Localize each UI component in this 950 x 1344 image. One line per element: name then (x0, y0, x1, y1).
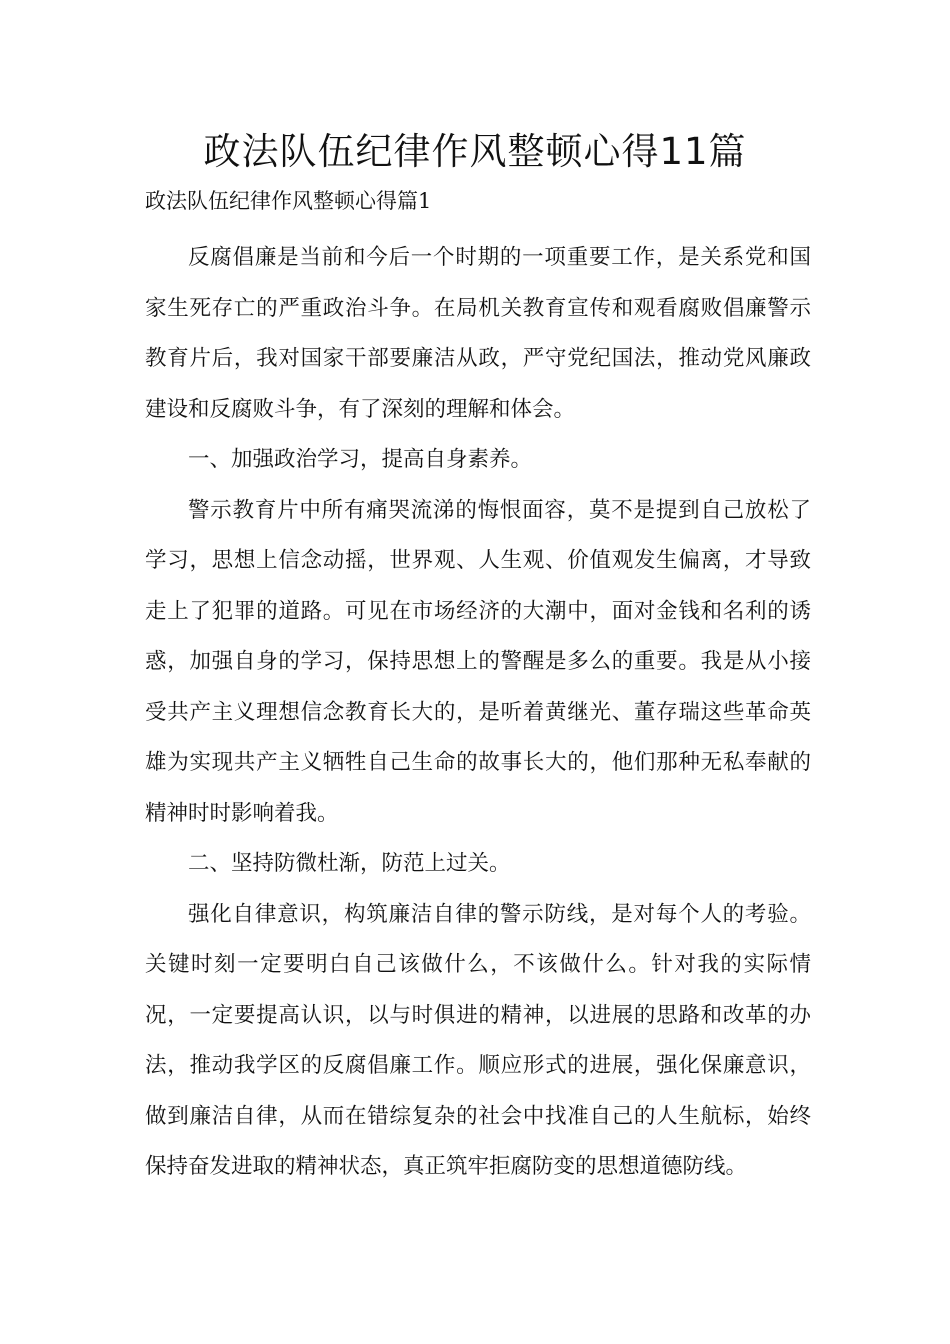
document-body (145, 233, 811, 1193)
paragraph-intro: 反腐倡廉是当前和今后一个时期的一项重要工作，是关系党和国家生死存亡的严重政治斗争。在局机关教育宣传和观看腐败倡廉警示教育片后，我对国家干部要廉洁从政，严守党纪国法，推动党风廉政建设和反腐败斗争，有了深刻的理解和体会。 (145, 245, 811, 422)
section-subtitle: 政法队伍纪律作风整顿心得篇1 (145, 189, 432, 213)
paragraph-study: 警示教育片中所有痛哭流涕的悔恨面容，莫不是提到自己放松了学习，思想上信念动摇，世界观、人生观、价值观发生偏离，才导致走上了犯罪的道路。可见在市场经济的大潮中，面对金钱和名利的诱惑，加强自身的学习，保持思想上的警醒是多么的重要。我是从小接受共产主义理想信念教育长大的，是听着黄继光、董存瑞这些革命英雄为实现共产主义牺牲自己生命的故事长大的，他们那种无私奉献的精神时时影响着我。 (145, 497, 811, 826)
section-heading-1: 一、加强政治学习，提高自身素养。 (188, 447, 533, 472)
section-heading-2: 二、坚持防微杜渐，防范上过关。 (188, 851, 511, 876)
document-title: 政法队伍纪律作风整顿心得11篇 (203, 130, 747, 173)
paragraph-self-discipline: 强化自律意识，构筑廉洁自律的警示防线，是对每个人的考验。关键时刻一定要明白自己该做什么，不该做什么。针对我的实际情况，一定要提高认识，以与时俱进的精神，以进展的思路和改革的办法，推动我学区的反腐倡廉工作。顺应形式的进展，强化保廉意识，做到廉洁自律，从而在错综复杂的社会中找准自己的人生航标，始终保持奋发进取的精神状态，真正筑牢拒腐防变的思想道德防线。 (145, 901, 811, 1179)
